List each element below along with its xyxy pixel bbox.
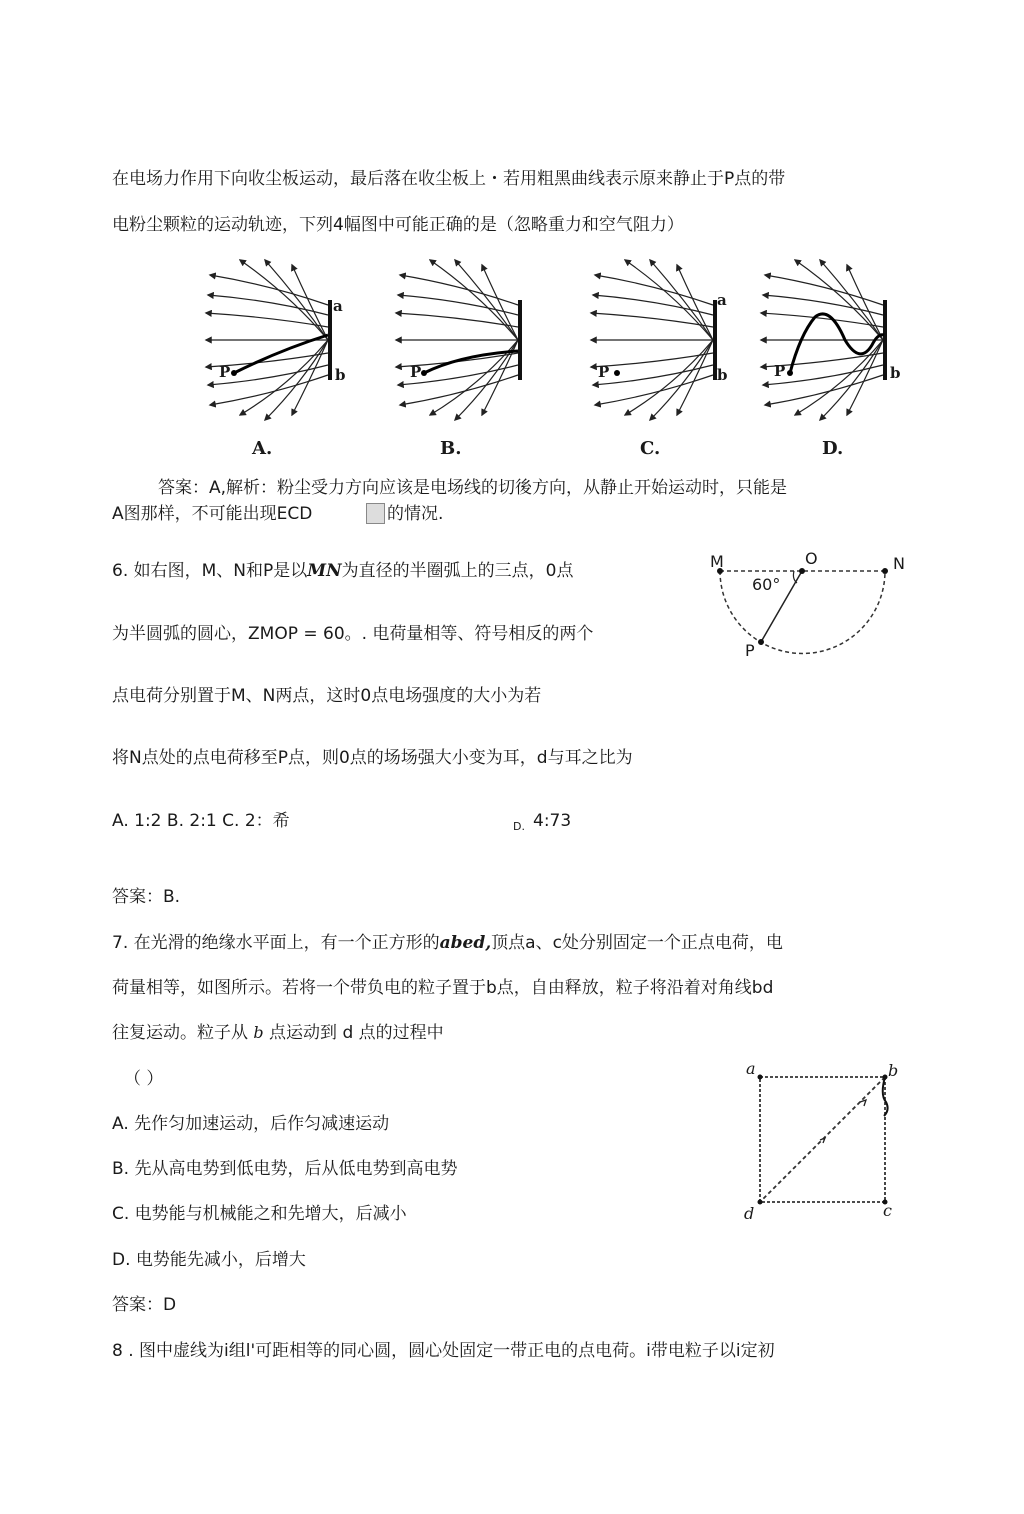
q7-option-c: C. 电势能与机械能之和先增大，后减小 — [112, 1204, 407, 1224]
figure-c — [591, 260, 715, 420]
figure-a — [206, 260, 330, 420]
q6-text-line2: 为半圆弧的圆心，ZMOP = 60。. 电荷量相等、符号相反的两个 — [112, 624, 594, 644]
q6-line1-end: 为直径的半圈弧上的三点，0点 — [341, 561, 574, 581]
q6-text-line4: 将N点处的点电荷移至P点，则0点的场场强大小变为耳，d与耳之比为 — [112, 748, 633, 768]
figure-b — [396, 260, 520, 420]
q7-line1-end: 顶点a、c处分别固定一个正点电荷，电 — [491, 933, 783, 953]
fig-a-top-label: a — [333, 297, 343, 315]
q7-abcd: abed, — [439, 933, 492, 953]
q6-option-d-prefix: D. — [513, 820, 525, 833]
figure-d — [761, 260, 885, 420]
q6-options-abc: A. 1:2 B. 2:1 C. 2：希 — [112, 811, 290, 831]
q6-text-line3: 点电荷分别置于M、N两点，这时0点电场强度的大小为若 — [112, 686, 542, 706]
q7-fig-b: b — [888, 1061, 899, 1080]
q5-text-line2: 电粉尘颗粒的运动轨迹，下列4幅图中可能正确的是（忽略重力和空气阻力） — [112, 215, 684, 235]
q5-answer-line1: 答案：A,解析：粉尘受力方向应该是电场线的切後方向，从静止开始运动时，只能是 — [158, 478, 788, 498]
q6-option-d: 4:73 — [533, 811, 572, 831]
q6-text-line1 — [112, 560, 573, 582]
q7-square-figure — [740, 1060, 910, 1220]
fig-c-top-label: a — [717, 291, 727, 309]
q5-figures — [200, 255, 900, 455]
q7-b: b — [253, 1023, 264, 1042]
q6-line1-start: 6. 如右图，M、N和P是以 — [112, 561, 308, 581]
fig-d-p-label: P — [774, 362, 786, 380]
fig-b-caption: B. — [440, 438, 462, 459]
q7-text-line3 — [112, 1022, 444, 1044]
q7-option-b: B. 先从高电势到低电势，后从低电势到高电势 — [112, 1159, 458, 1179]
q7-line1-start: 7. 在光滑的绝缘水平面上，有一个正方形的 — [112, 933, 440, 953]
q6-answer: 答案：B. — [112, 887, 181, 907]
q6-mn: MN — [307, 561, 342, 581]
fig-a-p-label: P — [219, 363, 231, 381]
q7-answer: 答案：D — [112, 1295, 177, 1315]
q7-option-d: D. 电势能先减小，后增大 — [112, 1250, 306, 1270]
q7-paren: （ ） — [124, 1069, 164, 1089]
q6-fig-m: M — [710, 552, 724, 571]
fig-d-bottom-label: b — [890, 364, 901, 382]
q5-answer-line2a: A图那样，不可能出现ECD — [112, 504, 313, 524]
fig-d-caption: D. — [822, 438, 844, 459]
fig-a-bottom-label: b — [335, 366, 346, 384]
q7-fig-c: c — [883, 1201, 892, 1220]
fig-c-p-label: P — [598, 363, 610, 381]
fig-b-p-label: P — [410, 363, 422, 381]
q8-text-line1: 8 . 图中虚线为i组l'可距相等的同心圆，圆心处固定一带正电的点电荷。i带电粒子以i定初 — [112, 1341, 775, 1361]
q5-text-line1: 在电场力作用下向收尘板运动，最后落在收尘板上・若用粗黑曲线表示原来静止于P点的带 — [112, 169, 786, 189]
q7-line3-end: 点运动到 d 点的过程中 — [263, 1023, 444, 1043]
q6-fig-n: N — [893, 554, 905, 573]
fig-c-caption: C. — [640, 438, 661, 459]
q7-text-line1 — [112, 932, 783, 954]
q7-text-line2: 荷量相等，如图所示。若将一个带负电的粒子置于b点，自由释放，粒子将沿着对角线bd — [112, 978, 774, 998]
q6-fig-p: P — [745, 641, 755, 660]
fig-a-caption: A. — [252, 438, 273, 459]
fig-c-bottom-label: b — [717, 366, 728, 384]
q7-option-a: A. 先作匀加速运动，后作匀减速运动 — [112, 1114, 390, 1134]
q7-fig-a: a — [746, 1059, 756, 1078]
q6-fig-angle: 60° — [752, 575, 781, 594]
q7-line3-start: 往复运动。粒子从 — [112, 1023, 254, 1043]
image-fragment-icon — [366, 503, 385, 524]
q7-fig-d: d — [744, 1204, 755, 1223]
q6-fig-o: O — [805, 549, 818, 568]
q5-answer-line2b: 的情况. — [387, 504, 444, 524]
